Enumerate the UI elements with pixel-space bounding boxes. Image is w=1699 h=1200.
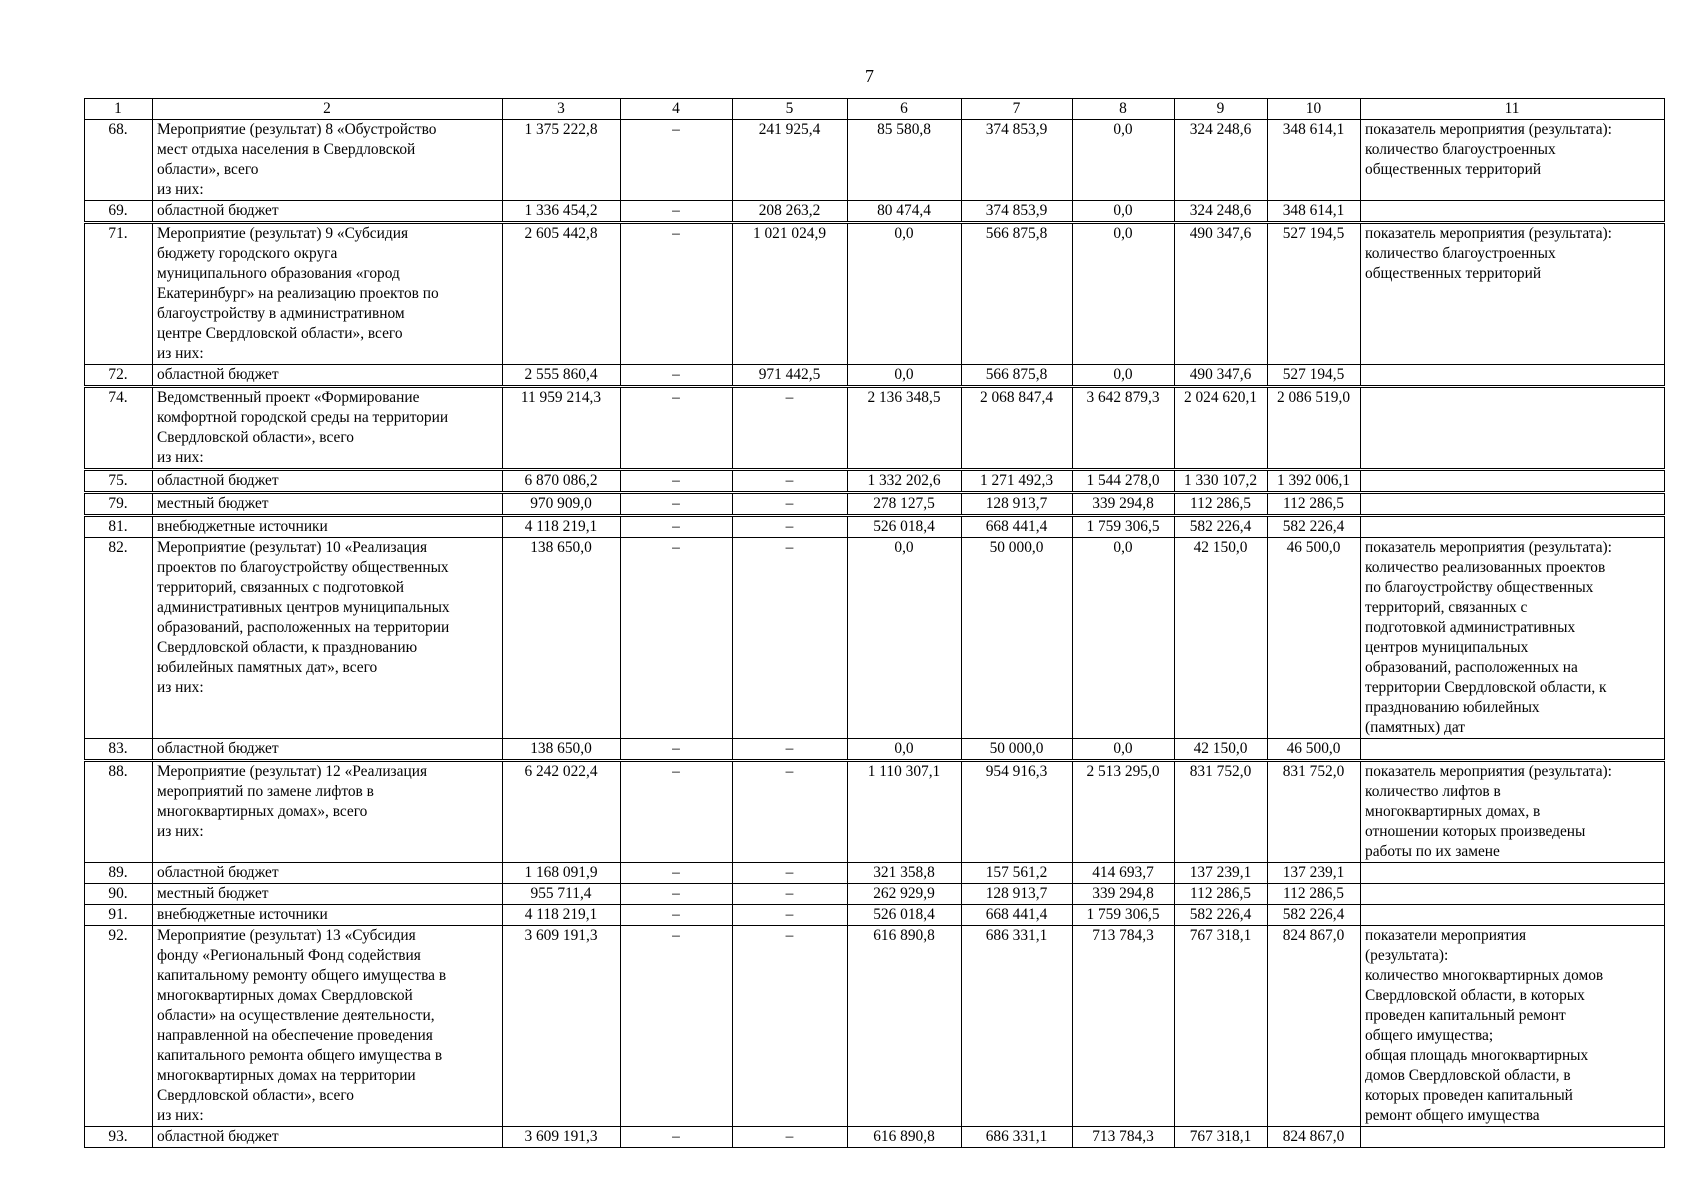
value-cell-4: – bbox=[621, 538, 733, 739]
description-line: из них: bbox=[157, 1107, 204, 1124]
row-number: 79. bbox=[85, 493, 153, 516]
indicator-line: празднованию юбилейных bbox=[1365, 699, 1540, 716]
row-number: 68. bbox=[85, 120, 153, 201]
description-line: областной бюджет bbox=[157, 740, 279, 757]
table-row bbox=[85, 905, 1665, 926]
row-indicator bbox=[1361, 120, 1665, 201]
value-cell-7: 50 000,0 bbox=[962, 538, 1073, 739]
description-line: бюджету городского округа bbox=[157, 245, 338, 262]
description-line: многоквартирных домах», всего bbox=[157, 803, 368, 820]
indicator-line: образований, расположенных на bbox=[1365, 659, 1578, 676]
header-cell: 5 bbox=[733, 99, 848, 120]
value-cell-5: – bbox=[733, 905, 848, 926]
description-line: капитальному ремонту общего имущества в bbox=[157, 967, 447, 984]
value-cell-7: 954 916,3 bbox=[962, 761, 1073, 863]
description-line: из них: bbox=[157, 679, 204, 696]
row-indicator bbox=[1361, 387, 1665, 470]
table-row bbox=[85, 538, 1665, 739]
value-cell-5: – bbox=[733, 739, 848, 761]
row-indicator bbox=[1361, 1127, 1665, 1148]
table-row bbox=[85, 470, 1665, 493]
value-cell-6: 526 018,4 bbox=[848, 905, 962, 926]
description-line: образований, расположенных на территории bbox=[157, 619, 450, 636]
indicator-line: отношении которых произведены bbox=[1365, 823, 1586, 840]
value-cell-8: 339 294,8 bbox=[1073, 493, 1175, 516]
value-cell-10: 348 614,1 bbox=[1268, 120, 1361, 201]
description-line: местный бюджет bbox=[157, 495, 269, 512]
indicator-line: домов Свердловской области, в bbox=[1365, 1067, 1571, 1084]
description-line: из них: bbox=[157, 181, 204, 198]
value-cell-10: 824 867,0 bbox=[1268, 1127, 1361, 1148]
value-cell-4: – bbox=[621, 201, 733, 223]
value-cell-10: 527 194,5 bbox=[1268, 365, 1361, 387]
value-cell-6: 0,0 bbox=[848, 223, 962, 365]
value-cell-9: 582 226,4 bbox=[1175, 516, 1268, 538]
value-cell-9: 767 318,1 bbox=[1175, 926, 1268, 1127]
table-row bbox=[85, 493, 1665, 516]
value-cell-6: 1 110 307,1 bbox=[848, 761, 962, 863]
value-cell-8: 0,0 bbox=[1073, 538, 1175, 739]
value-cell-7: 2 068 847,4 bbox=[962, 387, 1073, 470]
value-cell-5: 241 925,4 bbox=[733, 120, 848, 201]
description-line: территорий, связанных с подготовкой bbox=[157, 579, 405, 596]
value-cell-7: 668 441,4 bbox=[962, 516, 1073, 538]
value-cell-5: – bbox=[733, 387, 848, 470]
value-cell-9: 490 347,6 bbox=[1175, 365, 1268, 387]
indicator-line: количество многоквартирных домов bbox=[1365, 967, 1604, 984]
header-cell: 3 bbox=[503, 99, 621, 120]
value-cell-8: 0,0 bbox=[1073, 365, 1175, 387]
description-line: Свердловской области, к празднованию bbox=[157, 639, 418, 656]
value-cell-5: – bbox=[733, 470, 848, 493]
value-cell-6: 526 018,4 bbox=[848, 516, 962, 538]
value-cell-8: 1 759 306,5 bbox=[1073, 905, 1175, 926]
description-line: проектов по благоустройству общественных bbox=[157, 559, 449, 576]
row-description bbox=[153, 120, 503, 201]
table-row bbox=[85, 516, 1665, 538]
value-cell-6: 0,0 bbox=[848, 538, 962, 739]
header-cell: 9 bbox=[1175, 99, 1268, 120]
value-cell-9: 42 150,0 bbox=[1175, 538, 1268, 739]
table-row bbox=[85, 863, 1665, 884]
value-cell-8: 339 294,8 bbox=[1073, 884, 1175, 905]
description-line: Мероприятие (результат) 9 «Субсидия bbox=[157, 225, 409, 242]
value-cell-8: 1 759 306,5 bbox=[1073, 516, 1175, 538]
description-line: Екатеринбург» на реализацию проектов по bbox=[157, 285, 439, 302]
description-line: капитального ремонта общего имущества в bbox=[157, 1047, 443, 1064]
value-cell-10: 112 286,5 bbox=[1268, 493, 1361, 516]
table-row bbox=[85, 120, 1665, 201]
value-cell-5: – bbox=[733, 761, 848, 863]
indicator-line: общественных территорий bbox=[1365, 265, 1542, 282]
description-line: мест отдыха населения в Свердловской bbox=[157, 141, 416, 158]
header-cell: 7 bbox=[962, 99, 1073, 120]
indicator-line: общая площадь многоквартирных bbox=[1365, 1047, 1589, 1064]
description-line: Мероприятие (результат) 8 «Обустройство bbox=[157, 121, 437, 138]
description-line: областной бюджет bbox=[157, 1128, 279, 1145]
row-indicator bbox=[1361, 365, 1665, 387]
value-cell-4: – bbox=[621, 223, 733, 365]
row-description bbox=[153, 387, 503, 470]
row-indicator bbox=[1361, 223, 1665, 365]
value-cell-3: 955 711,4 bbox=[503, 884, 621, 905]
header-cell: 8 bbox=[1073, 99, 1175, 120]
value-cell-3: 1 336 454,2 bbox=[503, 201, 621, 223]
indicator-line: ремонт общего имущества bbox=[1365, 1107, 1540, 1124]
table-row bbox=[85, 761, 1665, 863]
indicator-line: центров муниципальных bbox=[1365, 639, 1529, 656]
value-cell-7: 566 875,8 bbox=[962, 365, 1073, 387]
value-cell-6: 2 136 348,5 bbox=[848, 387, 962, 470]
header-row bbox=[85, 99, 1665, 120]
value-cell-7: 128 913,7 bbox=[962, 884, 1073, 905]
value-cell-3: 4 118 219,1 bbox=[503, 905, 621, 926]
row-description bbox=[153, 365, 503, 387]
value-cell-4: – bbox=[621, 863, 733, 884]
value-cell-3: 138 650,0 bbox=[503, 739, 621, 761]
value-cell-4: – bbox=[621, 884, 733, 905]
value-cell-10: 582 226,4 bbox=[1268, 905, 1361, 926]
value-cell-5: – bbox=[733, 538, 848, 739]
description-line: области» на осуществление деятельности, bbox=[157, 1007, 435, 1024]
value-cell-10: 527 194,5 bbox=[1268, 223, 1361, 365]
indicator-line: количество благоустроенных bbox=[1365, 245, 1556, 262]
value-cell-7: 374 853,9 bbox=[962, 201, 1073, 223]
value-cell-8: 2 513 295,0 bbox=[1073, 761, 1175, 863]
row-number: 93. bbox=[85, 1127, 153, 1148]
value-cell-5: 1 021 024,9 bbox=[733, 223, 848, 365]
row-number: 74. bbox=[85, 387, 153, 470]
indicator-line: (памятных) дат bbox=[1365, 719, 1465, 736]
value-cell-8: 0,0 bbox=[1073, 223, 1175, 365]
value-cell-4: – bbox=[621, 739, 733, 761]
indicator-line: территорий, связанных с bbox=[1365, 599, 1528, 616]
description-line: мероприятий по замене лифтов в bbox=[157, 783, 374, 800]
row-number: 81. bbox=[85, 516, 153, 538]
description-line: областной бюджет bbox=[157, 472, 279, 489]
row-description bbox=[153, 863, 503, 884]
indicator-line: Свердловской области, в которых bbox=[1365, 987, 1585, 1004]
value-cell-7: 157 561,2 bbox=[962, 863, 1073, 884]
row-indicator bbox=[1361, 761, 1665, 863]
value-cell-9: 324 248,6 bbox=[1175, 120, 1268, 201]
indicator-line: показатель мероприятия (результата): bbox=[1365, 121, 1612, 138]
row-description bbox=[153, 905, 503, 926]
value-cell-9: 1 330 107,2 bbox=[1175, 470, 1268, 493]
value-cell-3: 970 909,0 bbox=[503, 493, 621, 516]
row-number: 71. bbox=[85, 223, 153, 365]
value-cell-10: 137 239,1 bbox=[1268, 863, 1361, 884]
value-cell-9: 490 347,6 bbox=[1175, 223, 1268, 365]
description-line: Свердловской области», всего bbox=[157, 429, 354, 446]
row-indicator bbox=[1361, 201, 1665, 223]
header-cell: 1 bbox=[85, 99, 153, 120]
value-cell-9: 767 318,1 bbox=[1175, 1127, 1268, 1148]
value-cell-7: 686 331,1 bbox=[962, 1127, 1073, 1148]
row-description bbox=[153, 926, 503, 1127]
value-cell-9: 112 286,5 bbox=[1175, 493, 1268, 516]
value-cell-10: 112 286,5 bbox=[1268, 884, 1361, 905]
description-line: Свердловской области», всего bbox=[157, 1087, 354, 1104]
row-description bbox=[153, 1127, 503, 1148]
row-indicator bbox=[1361, 538, 1665, 739]
indicator-line: общего имущества; bbox=[1365, 1027, 1494, 1044]
row-indicator bbox=[1361, 516, 1665, 538]
value-cell-6: 616 890,8 bbox=[848, 1127, 962, 1148]
value-cell-3: 3 609 191,3 bbox=[503, 926, 621, 1127]
value-cell-8: 713 784,3 bbox=[1073, 1127, 1175, 1148]
value-cell-5: – bbox=[733, 863, 848, 884]
table-row bbox=[85, 201, 1665, 223]
value-cell-6: 278 127,5 bbox=[848, 493, 962, 516]
indicator-line: многоквартирных домах, в bbox=[1365, 803, 1541, 820]
value-cell-3: 1 375 222,8 bbox=[503, 120, 621, 201]
value-cell-10: 46 500,0 bbox=[1268, 739, 1361, 761]
value-cell-3: 11 959 214,3 bbox=[503, 387, 621, 470]
row-indicator bbox=[1361, 905, 1665, 926]
value-cell-3: 3 609 191,3 bbox=[503, 1127, 621, 1148]
value-cell-4: – bbox=[621, 1127, 733, 1148]
value-cell-5: – bbox=[733, 884, 848, 905]
indicator-line: показатели мероприятия bbox=[1365, 927, 1527, 944]
value-cell-4: – bbox=[621, 926, 733, 1127]
value-cell-8: 414 693,7 bbox=[1073, 863, 1175, 884]
table-row bbox=[85, 387, 1665, 470]
description-line: Мероприятие (результат) 12 «Реализация bbox=[157, 763, 428, 780]
indicator-line: которых проведен капитальный bbox=[1365, 1087, 1573, 1104]
row-description bbox=[153, 516, 503, 538]
table-row bbox=[85, 884, 1665, 905]
row-indicator bbox=[1361, 863, 1665, 884]
description-line: комфортной городской среды на территории bbox=[157, 409, 449, 426]
value-cell-3: 2 555 860,4 bbox=[503, 365, 621, 387]
description-line: многоквартирных домах на территории bbox=[157, 1067, 416, 1084]
description-line: местный бюджет bbox=[157, 885, 269, 902]
value-cell-9: 112 286,5 bbox=[1175, 884, 1268, 905]
row-number: 82. bbox=[85, 538, 153, 739]
description-line: из них: bbox=[157, 449, 204, 466]
indicator-line: показатель мероприятия (результата): bbox=[1365, 763, 1612, 780]
row-indicator bbox=[1361, 884, 1665, 905]
value-cell-8: 0,0 bbox=[1073, 201, 1175, 223]
value-cell-7: 1 271 492,3 bbox=[962, 470, 1073, 493]
value-cell-9: 42 150,0 bbox=[1175, 739, 1268, 761]
value-cell-3: 4 118 219,1 bbox=[503, 516, 621, 538]
description-line: областной бюджет bbox=[157, 864, 279, 881]
value-cell-6: 0,0 bbox=[848, 739, 962, 761]
value-cell-3: 6 870 086,2 bbox=[503, 470, 621, 493]
description-line: многоквартирных домах Свердловской bbox=[157, 987, 413, 1004]
value-cell-9: 831 752,0 bbox=[1175, 761, 1268, 863]
value-cell-3: 138 650,0 bbox=[503, 538, 621, 739]
indicator-line: территории Свердловской области, к bbox=[1365, 679, 1607, 696]
value-cell-4: – bbox=[621, 387, 733, 470]
value-cell-10: 582 226,4 bbox=[1268, 516, 1361, 538]
value-cell-10: 831 752,0 bbox=[1268, 761, 1361, 863]
row-description bbox=[153, 493, 503, 516]
value-cell-10: 348 614,1 bbox=[1268, 201, 1361, 223]
value-cell-4: – bbox=[621, 120, 733, 201]
value-cell-4: – bbox=[621, 493, 733, 516]
row-number: 89. bbox=[85, 863, 153, 884]
value-cell-8: 1 544 278,0 bbox=[1073, 470, 1175, 493]
value-cell-7: 128 913,7 bbox=[962, 493, 1073, 516]
value-cell-9: 324 248,6 bbox=[1175, 201, 1268, 223]
value-cell-5: – bbox=[733, 1127, 848, 1148]
indicator-line: количество лифтов в bbox=[1365, 783, 1501, 800]
table-row bbox=[85, 1127, 1665, 1148]
row-indicator bbox=[1361, 739, 1665, 761]
value-cell-4: – bbox=[621, 470, 733, 493]
description-line: Ведомственный проект «Формирование bbox=[157, 389, 420, 406]
row-indicator bbox=[1361, 926, 1665, 1127]
value-cell-7: 668 441,4 bbox=[962, 905, 1073, 926]
description-line: муниципального образования «город bbox=[157, 265, 400, 282]
row-description bbox=[153, 223, 503, 365]
value-cell-10: 1 392 006,1 bbox=[1268, 470, 1361, 493]
table-row bbox=[85, 365, 1665, 387]
header-cell: 6 bbox=[848, 99, 962, 120]
indicator-line: показатель мероприятия (результата): bbox=[1365, 225, 1612, 242]
value-cell-5: – bbox=[733, 493, 848, 516]
description-line: Мероприятие (результат) 10 «Реализация bbox=[157, 539, 428, 556]
indicator-line: количество благоустроенных bbox=[1365, 141, 1556, 158]
description-line: области», всего bbox=[157, 161, 259, 178]
description-line: благоустройству в административном bbox=[157, 305, 405, 322]
value-cell-5: 208 263,2 bbox=[733, 201, 848, 223]
indicator-line: проведен капитальный ремонт bbox=[1365, 1007, 1566, 1024]
indicator-line: подготовкой административных bbox=[1365, 619, 1576, 636]
indicator-line: количество реализованных проектов bbox=[1365, 559, 1606, 576]
value-cell-6: 1 332 202,6 bbox=[848, 470, 962, 493]
value-cell-7: 566 875,8 bbox=[962, 223, 1073, 365]
description-line: из них: bbox=[157, 823, 204, 840]
value-cell-9: 2 024 620,1 bbox=[1175, 387, 1268, 470]
value-cell-7: 374 853,9 bbox=[962, 120, 1073, 201]
value-cell-6: 321 358,8 bbox=[848, 863, 962, 884]
indicator-line: работы по их замене bbox=[1365, 843, 1500, 860]
description-line: областной бюджет bbox=[157, 202, 279, 219]
row-description bbox=[153, 884, 503, 905]
value-cell-5: 971 442,5 bbox=[733, 365, 848, 387]
indicator-line: показатель мероприятия (результата): bbox=[1365, 539, 1612, 556]
page-number: 7 bbox=[865, 66, 874, 86]
description-line: из них: bbox=[157, 345, 204, 362]
row-description bbox=[153, 538, 503, 739]
row-description bbox=[153, 470, 503, 493]
row-number: 75. bbox=[85, 470, 153, 493]
value-cell-4: – bbox=[621, 905, 733, 926]
description-line: направленной на обеспечение проведения bbox=[157, 1027, 433, 1044]
row-description bbox=[153, 761, 503, 863]
budget-table bbox=[84, 98, 1665, 1148]
description-line: Мероприятие (результат) 13 «Субсидия bbox=[157, 927, 416, 944]
description-line: юбилейных памятных дат», всего bbox=[157, 659, 378, 676]
value-cell-10: 2 086 519,0 bbox=[1268, 387, 1361, 470]
value-cell-6: 85 580,8 bbox=[848, 120, 962, 201]
value-cell-4: – bbox=[621, 516, 733, 538]
value-cell-8: 3 642 879,3 bbox=[1073, 387, 1175, 470]
description-line: фонду «Региональный Фонд содействия bbox=[157, 947, 421, 964]
description-line: центре Свердловской области», всего bbox=[157, 325, 403, 342]
row-number: 88. bbox=[85, 761, 153, 863]
value-cell-8: 0,0 bbox=[1073, 739, 1175, 761]
value-cell-6: 616 890,8 bbox=[848, 926, 962, 1127]
value-cell-8: 0,0 bbox=[1073, 120, 1175, 201]
row-description bbox=[153, 739, 503, 761]
table-row bbox=[85, 926, 1665, 1127]
header-cell: 2 bbox=[153, 99, 503, 120]
value-cell-9: 582 226,4 bbox=[1175, 905, 1268, 926]
row-indicator bbox=[1361, 493, 1665, 516]
description-line: областной бюджет bbox=[157, 366, 279, 383]
description-line: внебюджетные источники bbox=[157, 906, 328, 923]
value-cell-4: – bbox=[621, 761, 733, 863]
row-number: 69. bbox=[85, 201, 153, 223]
value-cell-3: 1 168 091,9 bbox=[503, 863, 621, 884]
value-cell-5: – bbox=[733, 926, 848, 1127]
value-cell-3: 2 605 442,8 bbox=[503, 223, 621, 365]
description-line: внебюджетные источники bbox=[157, 518, 328, 535]
row-description bbox=[153, 201, 503, 223]
row-number: 72. bbox=[85, 365, 153, 387]
row-number: 83. bbox=[85, 739, 153, 761]
row-number: 90. bbox=[85, 884, 153, 905]
value-cell-6: 0,0 bbox=[848, 365, 962, 387]
value-cell-4: – bbox=[621, 365, 733, 387]
value-cell-10: 824 867,0 bbox=[1268, 926, 1361, 1127]
row-indicator bbox=[1361, 470, 1665, 493]
indicator-line: по благоустройству общественных bbox=[1365, 579, 1594, 596]
header-cell: 11 bbox=[1361, 99, 1665, 120]
value-cell-10: 46 500,0 bbox=[1268, 538, 1361, 739]
header-cell: 10 bbox=[1268, 99, 1361, 120]
row-number: 91. bbox=[85, 905, 153, 926]
value-cell-7: 50 000,0 bbox=[962, 739, 1073, 761]
row-number: 92. bbox=[85, 926, 153, 1127]
value-cell-3: 6 242 022,4 bbox=[503, 761, 621, 863]
indicator-line: (результата): bbox=[1365, 947, 1449, 964]
table-row bbox=[85, 739, 1665, 761]
header-cell: 4 bbox=[621, 99, 733, 120]
value-cell-5: – bbox=[733, 516, 848, 538]
indicator-line: общественных территорий bbox=[1365, 161, 1542, 178]
value-cell-9: 137 239,1 bbox=[1175, 863, 1268, 884]
table-row bbox=[85, 223, 1665, 365]
value-cell-6: 80 474,4 bbox=[848, 201, 962, 223]
value-cell-6: 262 929,9 bbox=[848, 884, 962, 905]
value-cell-7: 686 331,1 bbox=[962, 926, 1073, 1127]
value-cell-8: 713 784,3 bbox=[1073, 926, 1175, 1127]
description-line: административных центров муниципальных bbox=[157, 599, 450, 616]
